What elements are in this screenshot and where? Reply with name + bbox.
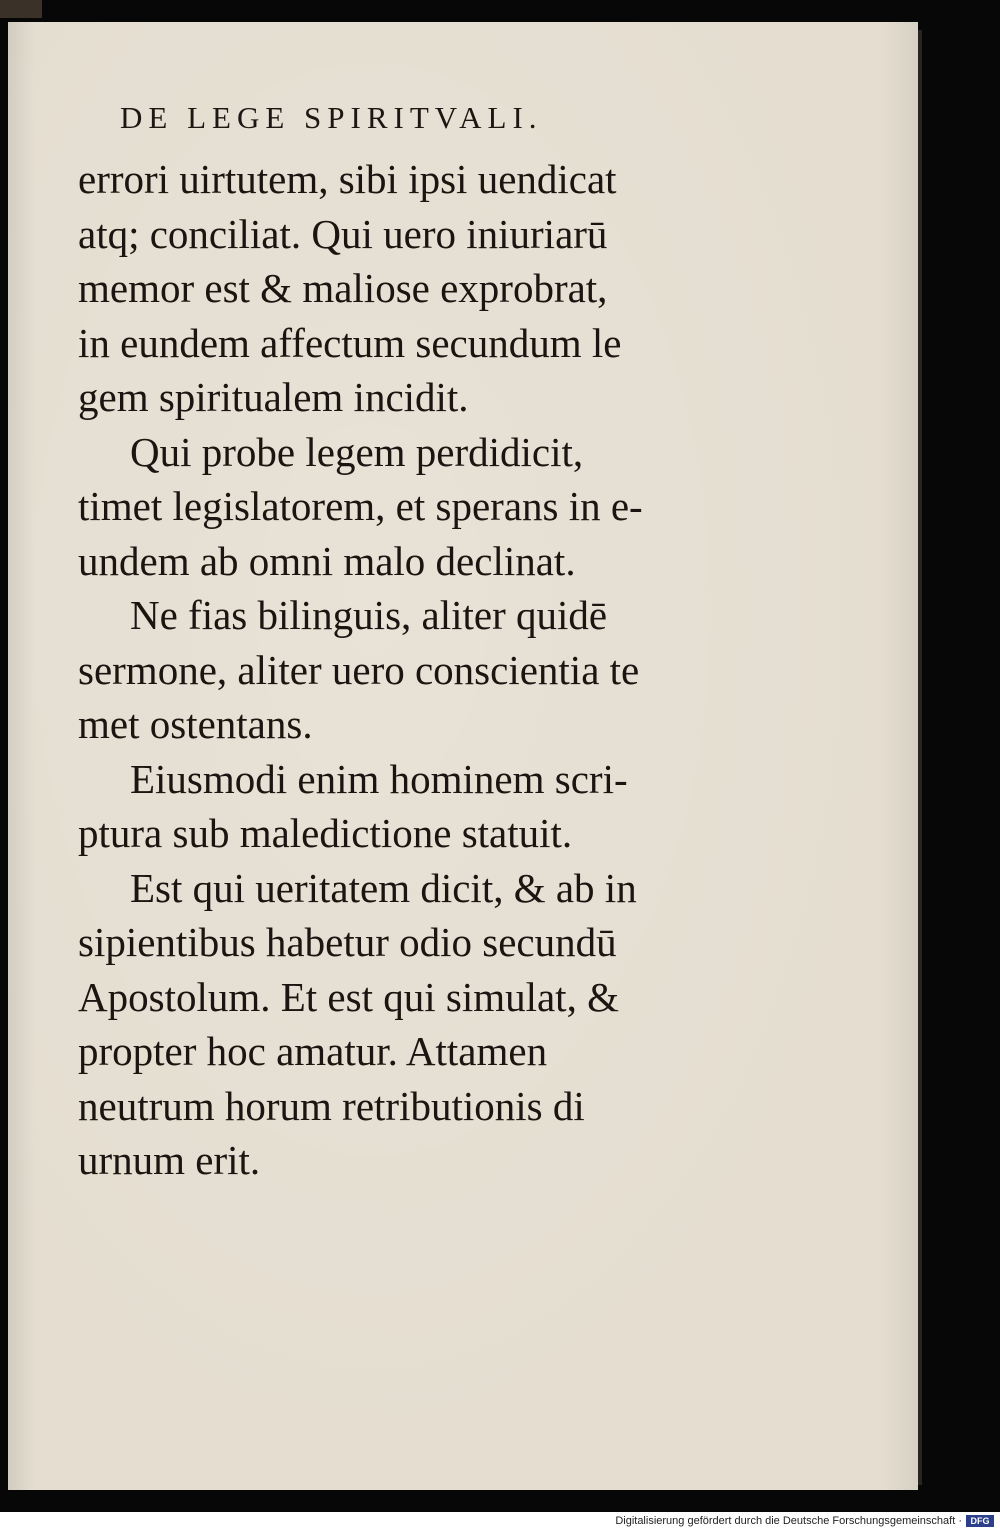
running-head: DE LEGE SPIRITVALI. — [120, 100, 543, 135]
text-line: neutrum horum retributionis di — [78, 1082, 585, 1129]
text-line: ptura sub maledictione statuit. — [78, 810, 573, 856]
page-edge — [918, 30, 922, 1485]
page-text — [78, 152, 718, 1188]
text-line: Est qui ueritatem dicit, & ab in — [130, 864, 637, 911]
dfg-logo: DFG — [966, 1515, 994, 1527]
text-line: gem spiritualem incidit. — [78, 374, 469, 420]
digitization-credit: Digitalisierung gefördert durch die Deutsche Forschungsgemeinschaft · — [615, 1515, 962, 1527]
scan-corner-mark — [0, 0, 42, 18]
text-line: propter hoc amatur. Attamen — [78, 1028, 548, 1074]
text-line: undem ab omni malo declinat. — [78, 537, 576, 584]
text-line: met ostentans. — [78, 701, 313, 747]
text-line: Qui probe legem perdidicit, — [130, 428, 584, 475]
text-line: Ne fias bilinguis, aliter quidē — [130, 592, 608, 638]
text-line: sermone, aliter uero conscientia te — [78, 646, 640, 693]
text-line: timet legislatorem, et sperans in e- — [78, 483, 643, 529]
text-line: Eiusmodi enim hominem scri- — [130, 755, 628, 802]
text-line: Apostolum. Et est qui simulat, & — [78, 973, 619, 1020]
text-line: errori uirtutem, sibi ipsi uendicat — [78, 156, 617, 202]
text-line: memor est & maliose exprobrat, — [78, 265, 608, 311]
text-line: in eundem affectum secundum le — [78, 319, 622, 366]
text-line: sipientibus habetur odio secundū — [78, 919, 617, 965]
text-line: urnum erit. — [78, 1137, 261, 1183]
text-line: atq; conciliat. Qui uero iniuriarū — [78, 210, 608, 257]
